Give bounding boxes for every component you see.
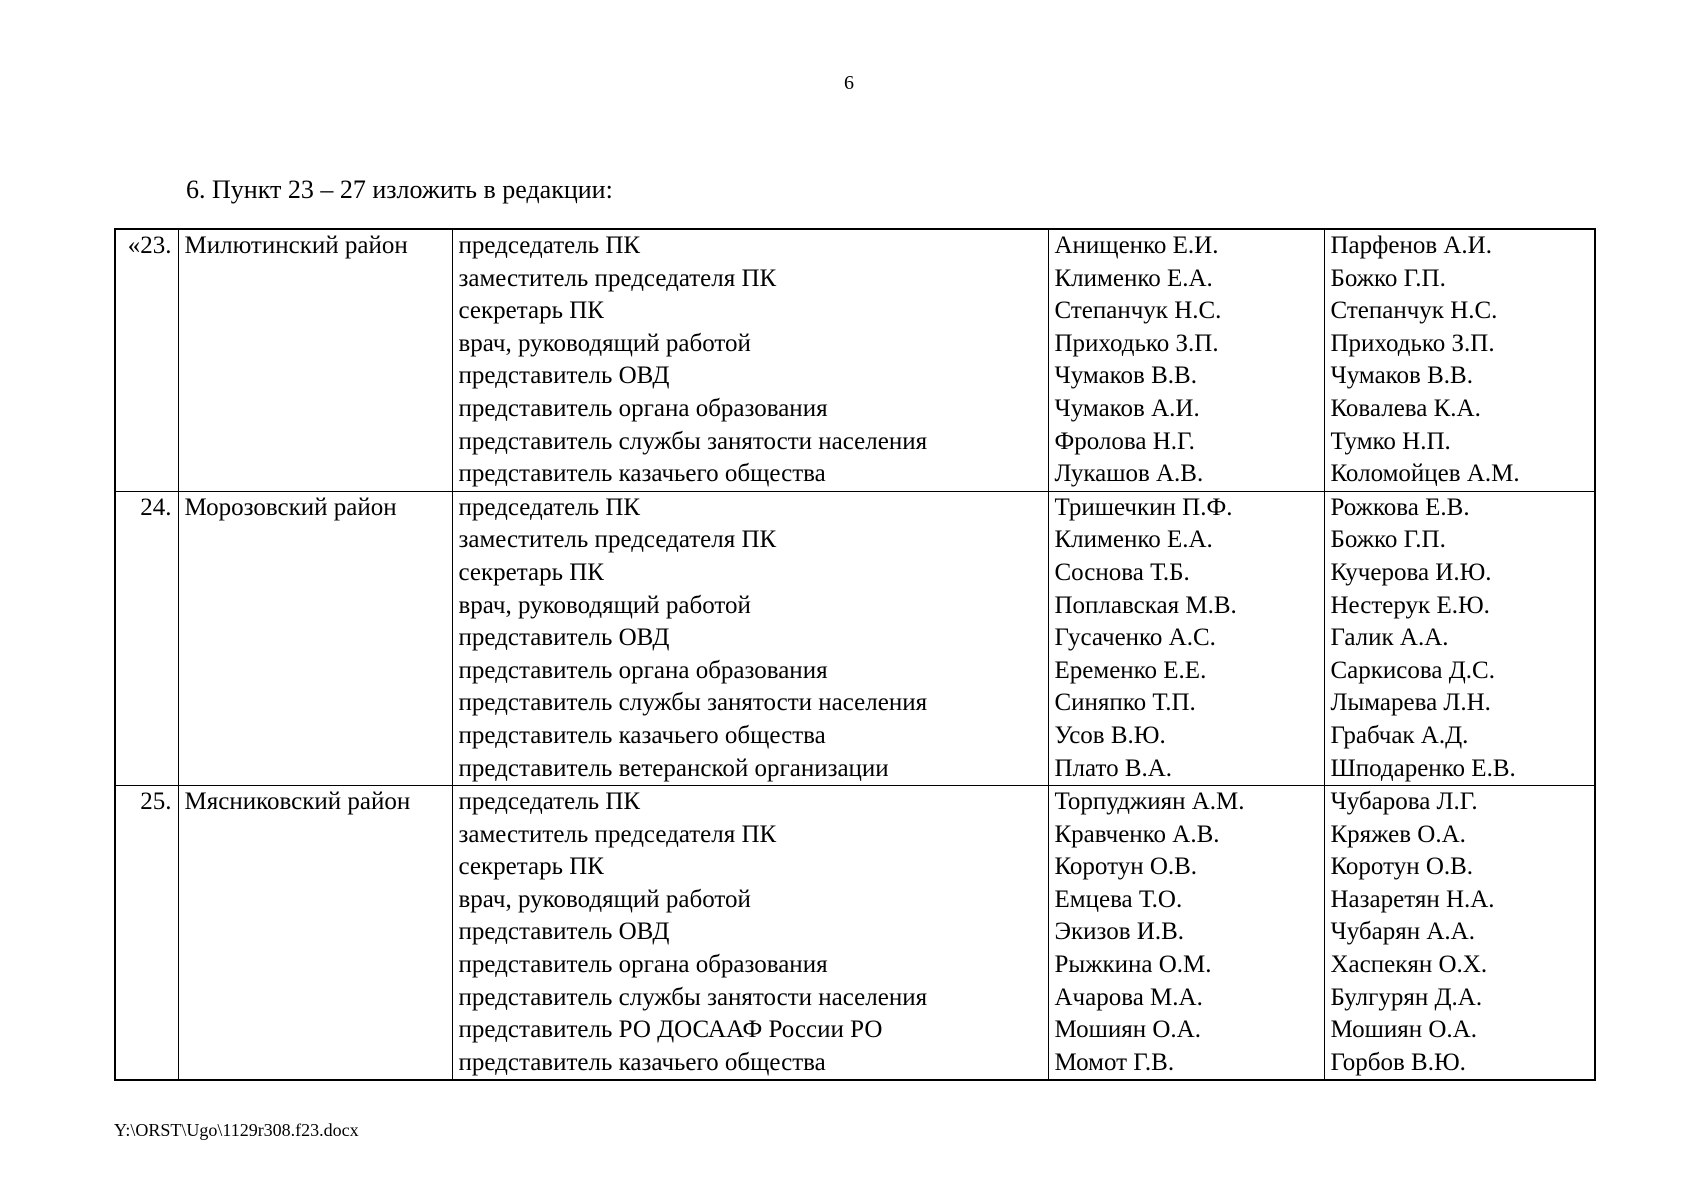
main-member-cell: Момот Г.В. — [1048, 1047, 1324, 1081]
district-name — [178, 263, 452, 296]
table-row — [115, 328, 1595, 361]
district-name — [178, 949, 452, 982]
table-row — [115, 949, 1595, 982]
reserve-member-cell: Лымарева Л.Н. — [1324, 687, 1595, 720]
main-member-cell: Анищенко Е.И. — [1048, 229, 1324, 263]
district-name — [178, 753, 452, 786]
item-number — [115, 819, 178, 852]
role-cell: представитель службы занятости населения — [452, 687, 1048, 720]
reserve-member-cell: Парфенов А.И. — [1324, 229, 1595, 263]
item-number: 25. — [115, 786, 178, 819]
district-name — [178, 1047, 452, 1081]
item-number — [115, 328, 178, 361]
item-number — [115, 295, 178, 328]
district-name — [178, 851, 452, 884]
main-member-cell: Гусаченко А.С. — [1048, 622, 1324, 655]
main-member-cell: Коротун О.В. — [1048, 851, 1324, 884]
role-cell: председатель ПК — [452, 491, 1048, 524]
item-number — [115, 949, 178, 982]
table-row — [115, 590, 1595, 623]
district-name — [178, 557, 452, 590]
table-row — [115, 819, 1595, 852]
main-member-cell: Степанчук Н.С. — [1048, 295, 1324, 328]
reserve-member-cell: Мошиян О.А. — [1324, 1014, 1595, 1047]
table-row — [115, 491, 1595, 524]
intro-text: 6. Пункт 23 – 27 изложить в редакции: — [186, 175, 613, 204]
reserve-member-cell: Хаспекян О.Х. — [1324, 949, 1595, 982]
item-number — [115, 524, 178, 557]
commission-table — [114, 228, 1596, 1081]
main-member-cell: Фролова Н.Г. — [1048, 426, 1324, 459]
item-number — [115, 263, 178, 296]
table-row — [115, 524, 1595, 557]
reserve-member-cell: Грабчак А.Д. — [1324, 720, 1595, 753]
district-name: Милютинский район — [178, 229, 452, 263]
district-name — [178, 655, 452, 688]
table-row — [115, 916, 1595, 949]
page-number: 6 — [844, 72, 854, 94]
district-name — [178, 590, 452, 623]
item-number — [115, 720, 178, 753]
item-number: 24. — [115, 491, 178, 524]
item-number — [115, 360, 178, 393]
item-number — [115, 687, 178, 720]
role-cell: секретарь ПК — [452, 851, 1048, 884]
main-member-cell: Мошиян О.А. — [1048, 1014, 1324, 1047]
table-row — [115, 786, 1595, 819]
table-row — [115, 753, 1595, 786]
item-number — [115, 884, 178, 917]
table-row — [115, 687, 1595, 720]
district-name — [178, 524, 452, 557]
table-row — [115, 1047, 1595, 1081]
table-row — [115, 458, 1595, 491]
role-cell: секретарь ПК — [452, 557, 1048, 590]
reserve-member-cell: Чубарова Л.Г. — [1324, 786, 1595, 819]
role-cell: председатель ПК — [452, 229, 1048, 263]
main-member-cell: Экизов И.В. — [1048, 916, 1324, 949]
district-name — [178, 1014, 452, 1047]
role-cell: представитель службы занятости населения — [452, 426, 1048, 459]
main-member-cell: Лукашов А.В. — [1048, 458, 1324, 491]
item-number — [115, 655, 178, 688]
table-row — [115, 295, 1595, 328]
reserve-member-cell: Горбов В.Ю. — [1324, 1047, 1595, 1081]
district-name — [178, 328, 452, 361]
table-row — [115, 229, 1595, 263]
role-cell: представитель ОВД — [452, 622, 1048, 655]
item-number — [115, 1047, 178, 1081]
main-member-cell: Торпуджиян А.М. — [1048, 786, 1324, 819]
table-row — [115, 884, 1595, 917]
main-member-cell: Чумаков А.И. — [1048, 393, 1324, 426]
item-number — [115, 393, 178, 426]
district-name: Мясниковский район — [178, 786, 452, 819]
item-number — [115, 753, 178, 786]
main-member-cell: Чумаков В.В. — [1048, 360, 1324, 393]
table-row — [115, 426, 1595, 459]
table-body — [115, 229, 1595, 1080]
reserve-member-cell: Чубарян А.А. — [1324, 916, 1595, 949]
main-member-cell: Клименко Е.А. — [1048, 263, 1324, 296]
main-member-cell: Еременко Е.Е. — [1048, 655, 1324, 688]
reserve-member-cell: Назаретян Н.А. — [1324, 884, 1595, 917]
table-row — [115, 982, 1595, 1015]
reserve-member-cell: Степанчук Н.С. — [1324, 295, 1595, 328]
district-name — [178, 360, 452, 393]
main-member-cell: Клименко Е.А. — [1048, 524, 1324, 557]
table-row — [115, 851, 1595, 884]
item-number — [115, 590, 178, 623]
district-name — [178, 916, 452, 949]
table-row — [115, 393, 1595, 426]
district-name — [178, 687, 452, 720]
main-member-cell: Кравченко А.В. — [1048, 819, 1324, 852]
role-cell: представитель ОВД — [452, 916, 1048, 949]
district-name — [178, 622, 452, 655]
item-number — [115, 426, 178, 459]
district-name — [178, 393, 452, 426]
reserve-member-cell: Ковалева К.А. — [1324, 393, 1595, 426]
main-member-cell: Тришечкин П.Ф. — [1048, 491, 1324, 524]
district-name — [178, 982, 452, 1015]
table-row — [115, 263, 1595, 296]
main-member-cell: Соснова Т.Б. — [1048, 557, 1324, 590]
table-row — [115, 1014, 1595, 1047]
role-cell: врач, руководящий работой — [452, 590, 1048, 623]
reserve-member-cell: Саркисова Д.С. — [1324, 655, 1595, 688]
main-member-cell: Плато В.А. — [1048, 753, 1324, 786]
item-number — [115, 851, 178, 884]
file-path-footer: Y:\ORST\Ugo\1129r308.f23.docx — [114, 1120, 359, 1140]
role-cell: представитель органа образования — [452, 655, 1048, 688]
role-cell: представитель органа образования — [452, 949, 1048, 982]
reserve-member-cell: Нестерук Е.Ю. — [1324, 590, 1595, 623]
role-cell: врач, руководящий работой — [452, 884, 1048, 917]
role-cell: представитель органа образования — [452, 393, 1048, 426]
role-cell: представитель казачьего общества — [452, 1047, 1048, 1081]
district-name — [178, 884, 452, 917]
table-row — [115, 622, 1595, 655]
district-name — [178, 819, 452, 852]
main-member-cell: Емцева Т.О. — [1048, 884, 1324, 917]
role-cell: врач, руководящий работой — [452, 328, 1048, 361]
item-number: «23. — [115, 229, 178, 263]
reserve-member-cell: Божко Г.П. — [1324, 263, 1595, 296]
role-cell: представитель РО ДОСААФ России РО — [452, 1014, 1048, 1047]
reserve-member-cell: Булгурян Д.А. — [1324, 982, 1595, 1015]
reserve-member-cell: Коломойцев А.М. — [1324, 458, 1595, 491]
main-member-cell: Синяпко Т.П. — [1048, 687, 1324, 720]
reserve-member-cell: Шподаренко Е.В. — [1324, 753, 1595, 786]
district-name — [178, 458, 452, 491]
district-name — [178, 720, 452, 753]
district-name — [178, 426, 452, 459]
role-cell: представитель казачьего общества — [452, 458, 1048, 491]
main-member-cell: Приходько З.П. — [1048, 328, 1324, 361]
reserve-member-cell: Кряжев О.А. — [1324, 819, 1595, 852]
reserve-member-cell: Тумко Н.П. — [1324, 426, 1595, 459]
item-number — [115, 1014, 178, 1047]
main-member-cell: Поплавская М.В. — [1048, 590, 1324, 623]
reserve-member-cell: Чумаков В.В. — [1324, 360, 1595, 393]
main-member-cell: Ачарова М.А. — [1048, 982, 1324, 1015]
role-cell: секретарь ПК — [452, 295, 1048, 328]
item-number — [115, 622, 178, 655]
role-cell: заместитель председателя ПК — [452, 263, 1048, 296]
district-name: Морозовский район — [178, 491, 452, 524]
main-member-cell: Усов В.Ю. — [1048, 720, 1324, 753]
item-number — [115, 982, 178, 1015]
district-name — [178, 295, 452, 328]
item-number — [115, 916, 178, 949]
role-cell: представитель ветеранской организации — [452, 753, 1048, 786]
reserve-member-cell: Коротун О.В. — [1324, 851, 1595, 884]
reserve-member-cell: Божко Г.П. — [1324, 524, 1595, 557]
role-cell: представитель казачьего общества — [452, 720, 1048, 753]
table-row — [115, 720, 1595, 753]
reserve-member-cell: Галик А.А. — [1324, 622, 1595, 655]
table-row — [115, 557, 1595, 590]
reserve-member-cell: Приходько З.П. — [1324, 328, 1595, 361]
role-cell: председатель ПК — [452, 786, 1048, 819]
role-cell: представитель ОВД — [452, 360, 1048, 393]
item-number — [115, 557, 178, 590]
main-member-cell: Рыжкина О.М. — [1048, 949, 1324, 982]
role-cell: заместитель председателя ПК — [452, 524, 1048, 557]
table-row — [115, 360, 1595, 393]
table-row — [115, 655, 1595, 688]
role-cell: представитель службы занятости населения — [452, 982, 1048, 1015]
role-cell: заместитель председателя ПК — [452, 819, 1048, 852]
reserve-member-cell: Кучерова И.Ю. — [1324, 557, 1595, 590]
item-number — [115, 458, 178, 491]
reserve-member-cell: Рожкова Е.В. — [1324, 491, 1595, 524]
